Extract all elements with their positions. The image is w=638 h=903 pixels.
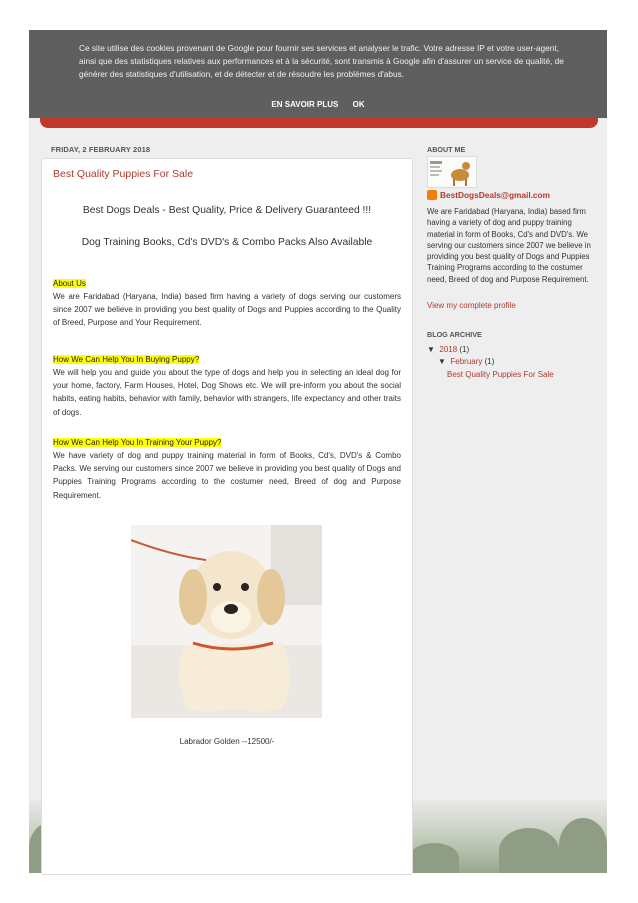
archive-post-link[interactable]: Best Quality Puppies For Sale <box>447 370 554 379</box>
profile-email-link[interactable]: BestDogsDeals@gmail.com <box>440 190 550 200</box>
puppy-photo[interactable] <box>131 525 322 718</box>
view-profile-link[interactable]: View my complete profile <box>427 301 516 310</box>
archive-year-row <box>427 345 469 354</box>
archive-year-count: (1) <box>459 345 470 354</box>
archive-month-row <box>438 357 494 366</box>
cookie-banner <box>29 30 607 118</box>
photo-caption: Labrador Golden --12500/- <box>179 737 275 746</box>
archive-month-count: (1) <box>484 357 495 366</box>
archive-year-link[interactable]: 2018 <box>439 345 458 354</box>
blog-archive-heading: BLOG ARCHIVE <box>427 330 482 339</box>
post-tagline-1: Best Dogs Deals - Best Quality, Price & Delivery Guaranteed !!! <box>82 205 372 216</box>
section-body-about-us: We are Faridabad (Haryana, India) based firm having a variety of dogs serving our customers since 2007 we believe in providing you best quality of Dogs and Puppies according to the Quality of Breed, Purpose and Your Requirement. <box>53 292 401 328</box>
archive-post-row <box>447 370 554 379</box>
about-me-heading: ABOUT ME <box>427 145 466 154</box>
section-body-training-puppy: We have variety of dog and puppy training material in form of Books, Cd's, DVD's & Combo Packs. We serving our customers since 2007 we believe in providing you best quality of Dogs and Puppies Training Programs according to the costumer need, Breed of dog and Purpose Requirement. <box>53 451 401 500</box>
cookie-banner-text: Ce site utilise des cookies provenant de Google pour fournir ses services et analyser le trafic. Votre adresse IP et votre user-agent, ainsi que des statistiques relatives aux performances et à la sécurité, sont transmis à Google afin d'assurer un service de qualité, de générer des statistiques d'utilisation, et de détecter et de résoudre les problèmes d'abus. <box>79 43 564 79</box>
archive-year-toggle-icon[interactable]: ▼ <box>427 345 435 354</box>
section-body-buying-puppy: We will help you and guide you about the type of dogs and help you in selecting an ideal dog for your home, factory, Farm Houses, Hotel, Dog Shows etc. We will pre-inform you about the social habits, eating habits, behavior with family, behavior with strangers, life expectancy and other traits of dogs. <box>53 368 401 417</box>
section-heading-about-us: About Us <box>53 279 86 288</box>
post-card <box>41 158 413 875</box>
archive-month-link[interactable]: February <box>450 357 483 366</box>
profile-avatar[interactable] <box>427 156 477 188</box>
ok-button[interactable]: OK <box>352 100 365 109</box>
post-date: FRIDAY, 2 FEBRUARY 2018 <box>51 145 151 154</box>
blogger-icon <box>427 190 437 200</box>
cookie-actions <box>29 100 607 109</box>
post-tagline-2: Dog Training Books, Cd's DVD's & Combo Packs Also Available <box>81 237 373 248</box>
learn-more-button[interactable]: EN SAVOIR PLUS <box>271 100 339 109</box>
section-heading-buying-puppy: How We Can Help You In Buying Puppy? <box>53 355 200 364</box>
archive-month-toggle-icon[interactable]: ▼ <box>438 357 446 366</box>
profile-about-text: We are Faridabad (Haryana, India) based firm having a variety of dog and puppy training material in form of Books, Cd's and DVD's. We serving our customers since 2007 we believe in providing you best quality of Dogs and Puppies Training Programs according to the costumer need, Breed of dog and Purpose Requirement. <box>427 207 591 284</box>
section-heading-training-puppy: How We Can Help You In Training Your Puppy? <box>53 438 222 447</box>
post-title[interactable]: Best Quality Puppies For Sale <box>53 168 194 180</box>
